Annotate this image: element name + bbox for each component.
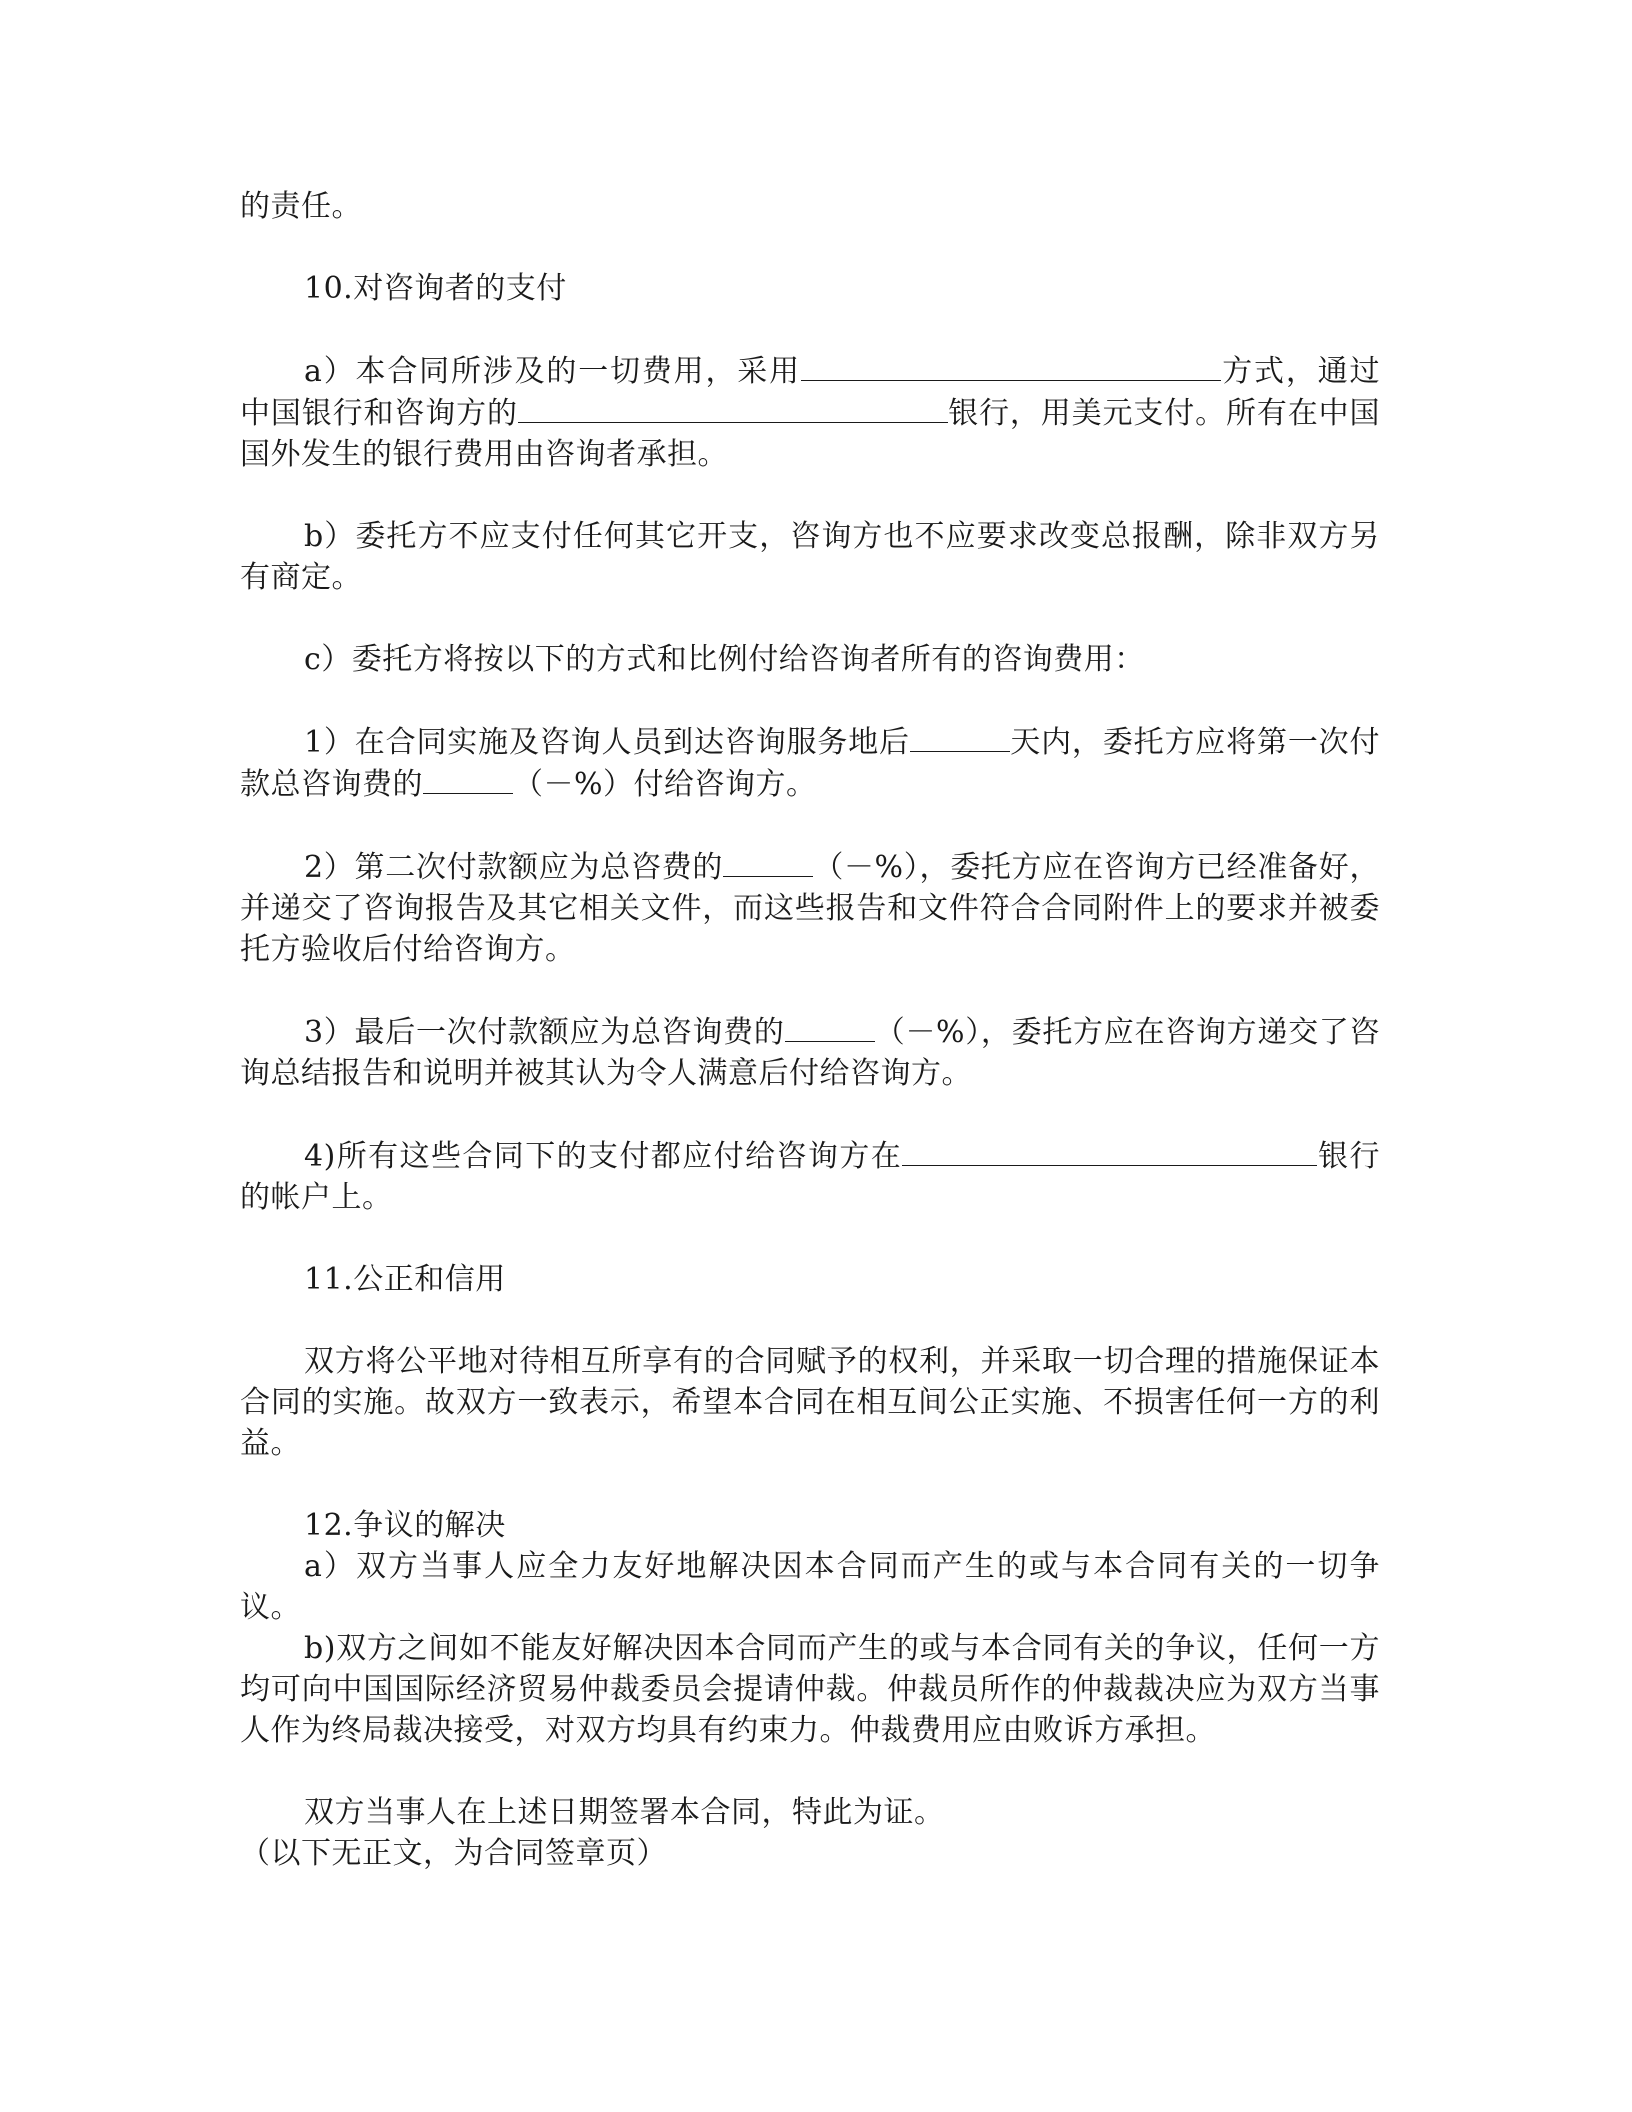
- section-10-a: [240, 350, 1380, 475]
- payment-method-blank: [801, 350, 1221, 381]
- section-10-c4-text-1: 4)所有这些合同下的支付都应付给咨询方在: [304, 1139, 903, 1174]
- section-10-c1-text-3: （－%）付给咨询方。: [513, 767, 817, 802]
- section-10-c1-text-1: 1）在合同实施及咨询人员到达咨询服务地后: [304, 725, 910, 760]
- section-10-a-text-2: 方式，通过中国银行和咨询方的: [240, 354, 1380, 431]
- section-10-b: b）委托方不应支付任何其它开支，咨询方也不应要求改变总报酬，除非双方另有商定。: [240, 519, 1380, 595]
- section-12-b: b)双方之间如不能友好解决因本合同而产生的或与本合同有关的争议，任何一方均可向中国国际经济贸易仲裁委员会提请仲裁。仲裁员所作的仲裁裁决应为双方当事人作为终局裁决接受，对双方均具有约束力。仲裁费用应由败诉方承担。: [240, 1631, 1380, 1748]
- section-12-heading: 12.争议的解决: [304, 1508, 506, 1543]
- section-10-c1-text-2: 天内，委托方应将第一次付款总咨询费的: [240, 725, 1380, 802]
- section-10-c4-text-2: 银行的帐户上。: [240, 1139, 1381, 1215]
- section-10-c3-text-1: 3）最后一次付款额应为总咨询费的: [304, 1015, 785, 1050]
- consultant-bank-blank: [518, 392, 948, 423]
- section-10-c2-text-2: （－%），委托方应在咨询方已经准备好，并递交了咨询报告及其它相关文件，而这些报告和文件符合合同附件上的要求并被委托方验收后付给咨询方。: [240, 850, 1380, 967]
- section-10-c: c）委托方将按以下的方式和比例付给咨询者所有的咨询费用：: [304, 642, 1145, 677]
- section-10-a-text-3: 银行，用美元支付。所有在中国国外发生的银行费用由咨询者承担。: [240, 396, 1381, 472]
- section-10-c2-text-1: 2）第二次付款额应为总咨费的: [304, 850, 724, 885]
- contract-page: [240, 186, 1380, 1874]
- section-10-heading: 10.对咨询者的支付: [304, 271, 567, 306]
- section-10-c3: [240, 1011, 1380, 1094]
- continuation-text: 的责任。: [240, 189, 362, 224]
- section-11-heading: 11.公正和信用: [304, 1262, 506, 1297]
- section-10-c2: [240, 846, 1380, 970]
- section-10-c3-text-2: （－%），委托方应在咨询方递交了咨询总结报告和说明并被其认为令人满意后付给咨询方。: [240, 1015, 1380, 1091]
- signature-page-note: （以下无正文，为合同签章页）: [240, 1836, 667, 1871]
- section-10-c4: [240, 1135, 1380, 1218]
- section-10-a-text-1: a）本合同所涉及的一切费用，采用: [304, 354, 801, 389]
- section-10-c1: [240, 721, 1380, 805]
- closing-statement: 双方当事人在上述日期签署本合同，特此为证。: [304, 1795, 945, 1830]
- account-bank-blank: [902, 1135, 1317, 1166]
- section-11-body: 双方将公平地对待相互所享有的合同赋予的权利，并采取一切合理的措施保证本合同的实施。故双方一致表示，希望本合同在相互间公正实施、不损害任何一方的利益。: [240, 1344, 1380, 1461]
- final-payment-blank: [785, 1011, 875, 1042]
- section-12-a: a）双方当事人应全力友好地解决因本合同而产生的或与本合同有关的一切争议。: [240, 1549, 1380, 1625]
- days-blank: [910, 721, 1010, 752]
- first-payment-blank: [423, 763, 513, 794]
- second-payment-blank: [723, 846, 813, 877]
